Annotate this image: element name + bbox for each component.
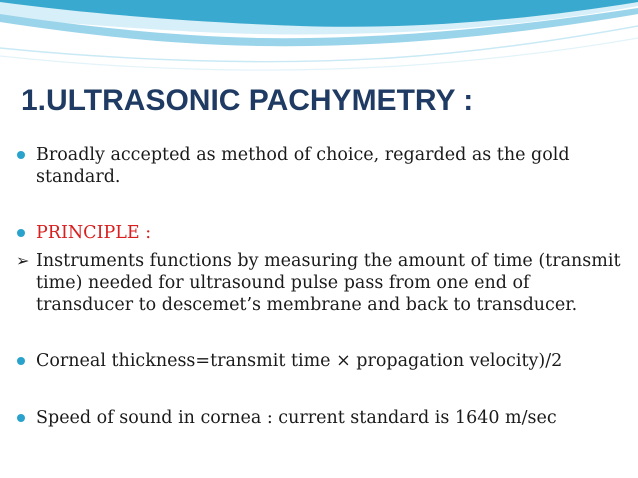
- bullet-corneal-thickness: [16, 350, 626, 372]
- bullet-dot-icon: [17, 229, 25, 237]
- bullet-dot-icon: [17, 414, 25, 422]
- bullet-principle: [16, 222, 626, 244]
- bullet-instruments-functions: [16, 250, 626, 316]
- bullet-text-principle: PRINCIPLE :: [36, 223, 152, 243]
- bullet-broadly-accepted: [16, 144, 626, 188]
- bullet-speed-of-sound: [16, 407, 626, 429]
- bullet-text: Speed of sound in cornea : current standard is 1640 m/sec: [36, 408, 557, 428]
- header-wave-decoration: [0, 0, 638, 90]
- bullet-text: Instruments functions by measuring the amount of time (transmit time) needed for ultrasound pulse pass from one end of transducer to descemet’s membrane and back to transducer.: [36, 251, 621, 315]
- bullet-text: Corneal thickness=transmit time × propagation velocity)/2: [36, 351, 563, 371]
- arrow-bullet-icon: ➢: [16, 251, 30, 270]
- slide-title: 1.ULTRASONIC PACHYMETRY :: [21, 84, 474, 117]
- bullet-dot-icon: [17, 151, 25, 159]
- bullet-dot-icon: [17, 357, 25, 365]
- bullet-text: Broadly accepted as method of choice, regarded as the gold standard.: [36, 145, 570, 187]
